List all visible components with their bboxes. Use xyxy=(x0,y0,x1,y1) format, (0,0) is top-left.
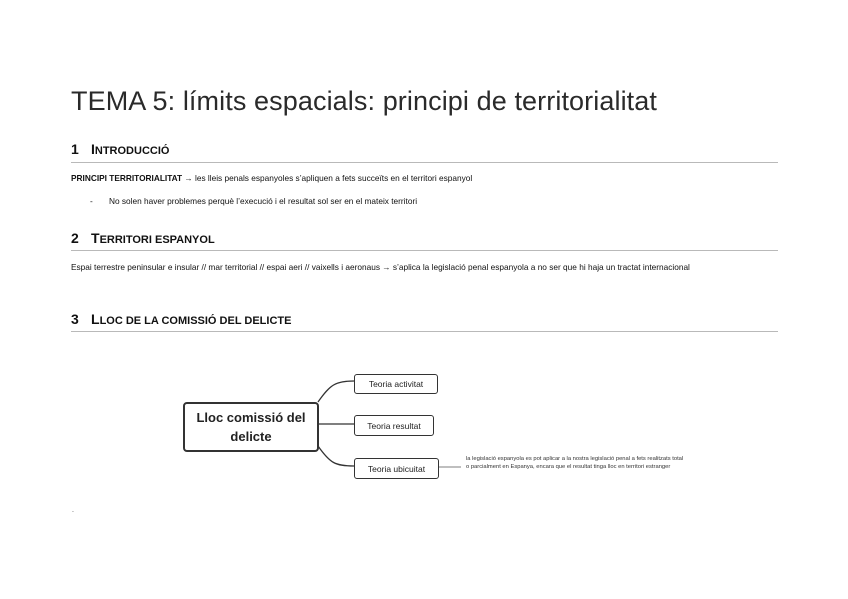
central-topic-label: Lloc comissió del delicte xyxy=(196,410,306,444)
ubicuitat-note: la legislació espanyola es pot aplicar a la nostra legislació penal a fets realitzats total o parcialment en Espanya, encara que el resultat tinga lloc en territori estranger xyxy=(466,456,684,470)
bullet-text: No solen haver problemes perquè l’execució i el resultat sol ser en el mateix territori xyxy=(109,196,418,206)
connector-activitat xyxy=(318,381,354,402)
branch-label: Teoria ubicuitat xyxy=(367,463,426,474)
territory-paragraph: Espai terrestre peninsular e insular // mar territorial // espai aeri // vaixells i aeronaus → s’aplica la legislació penal espanyola a no ser que hi haja un tractat internacional xyxy=(71,262,690,272)
branch-teoria-ubicuitat xyxy=(354,458,439,479)
section-initial: L xyxy=(91,311,100,327)
page-title: TEMA 5: límits espacials: principi de territorialitat xyxy=(71,86,657,116)
principle-text: → les lleis penals espanyoles s’apliquen a fets succeïts en el territori espanyol xyxy=(182,173,473,183)
branch-teoria-resultat xyxy=(354,415,434,436)
section-number: 3 xyxy=(71,311,79,327)
central-topic xyxy=(183,402,319,452)
section-title-rest: NTRODUCCIÓ xyxy=(94,145,170,157)
branch-teoria-activitat xyxy=(354,374,438,394)
section-number: 2 xyxy=(71,230,79,246)
section-title-rest: LOC DE LA COMISSIÓ DEL DELICTE xyxy=(99,315,292,327)
section-title-rest: ERRITORI ESPANYOL xyxy=(99,234,215,246)
branch-label: Teoria activitat xyxy=(368,379,424,389)
footer-mark: . xyxy=(72,507,74,514)
branch-label: Teoria resultat xyxy=(367,420,421,431)
section-number: 1 xyxy=(71,141,79,157)
principle-term: PRINCIPI TERRITORIALITAT xyxy=(71,173,183,183)
section-initial: I xyxy=(91,141,95,157)
connector-ubicuitat xyxy=(318,446,354,466)
bullet-dash: - xyxy=(90,196,93,206)
section-initial: T xyxy=(91,230,100,246)
